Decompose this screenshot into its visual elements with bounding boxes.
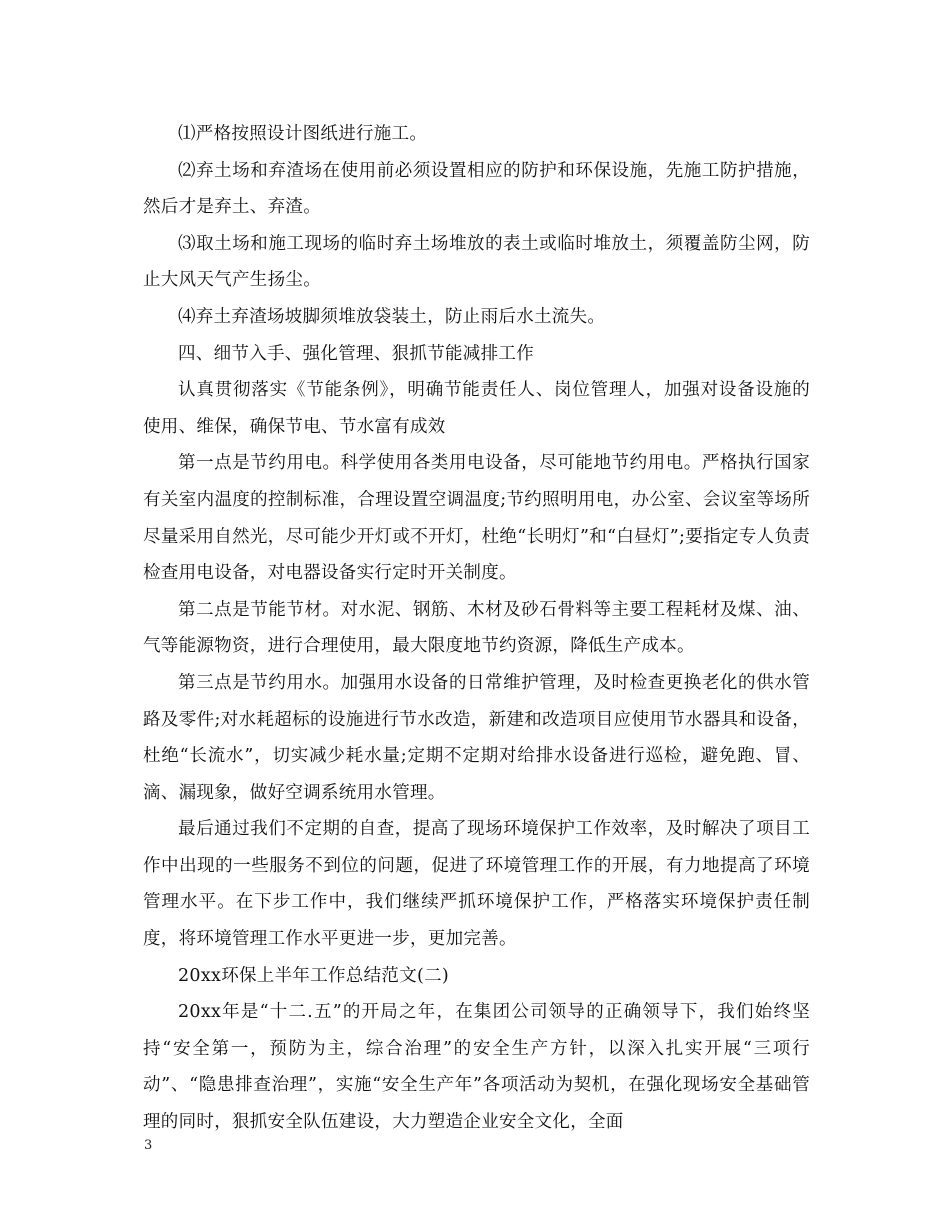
paragraph-item-1: ⑴严格按照设计图纸进行施工。 [178,124,428,144]
section-heading: 四、细节入手、强化管理、狠抓节能减排工作 [178,343,534,364]
paragraph-item-2: ⑵弃土场和弃渣场在使用前必须设置相应的防护和环保设施，先施工防护措施，然后才是弃土、弃渣。 [143,160,810,218]
paragraph-item-3: ⑶取土场和施工现场的临时弃土场堆放的表土或临时堆放土，须覆盖防尘网，防止大风天气产生扬尘。 [143,233,810,291]
paragraph-item-4: ⑷弃土弃渣场坡脚须堆放袋装土，防止雨后水土流失。 [178,306,606,327]
paragraph-conclusion: 最后通过我们不定期的自查，提高了现场环境保护工作效率，及时解决了项目工作中出现的一些服务不到位的问题，促进了环境管理工作的开展，有力地提高了环境管理水平。在下步工作中，我们继续严抓环境保护工作，严格落实环境保护责任制度，将环境管理工作水平更进一步，更加完善。 [143,819,810,950]
paragraph-materials: 第二点是节能节材。对水泥、钢筋、木材及砂石骨料等主要工程耗材及煤、油、气等能源物资，进行合理使用，最大限度地节约资源，降低生产成本。 [143,599,810,657]
page-number: 3 [144,1138,153,1153]
paragraph-safety: 20xx年是“十二.五”的开局之年，在集团公司领导的正确领导下，我们始终坚持“安全第一，预防为主，综合治理”的安全生产方针，以深入扎实开展“三项行动”、“隐患排查治理”，实施“安全生产年”各项活动为契机，在强化现场安全基础管理的同时，狠抓安全队伍建设，大力塑造企业安全文化，全面 [143,1002,810,1133]
paragraph-intro: 认真贯彻落实《节能条例》，明确节能责任人、岗位管理人，加强对设备设施的使用、维保，确保节电、节水富有成效 [143,380,810,437]
paragraph-water: 第三点是节约用水。加强用水设备的日常维护管理，及时检查更换老化的供水管路及零件;对水耗超标的设施进行节水改造，新建和改造项目应使用节水器具和设备，杜绝“长流水”，切实减少耗水量;定期不定期对给排水设备进行巡检，避免跑、冒、滴、漏现象，做好空调系统用水管理。 [143,672,810,803]
paragraph-electricity: 第一点是节约用电。科学使用各类用电设备，尽可能地节约用电。严格执行国家有关室内温度的控制标准，合理设置空调温度;节约照明用电，办公室、会议室等场所尽量采用自然光，尽可能少开灯或不开灯，杜绝“长明灯”和“白昼灯”;要指定专人负责检查用电设备，对电器设备实行定时开关制度。 [143,453,810,584]
document-body [143,116,810,1141]
subtitle: 20xx环保上半年工作总结范文(二) [178,965,450,986]
